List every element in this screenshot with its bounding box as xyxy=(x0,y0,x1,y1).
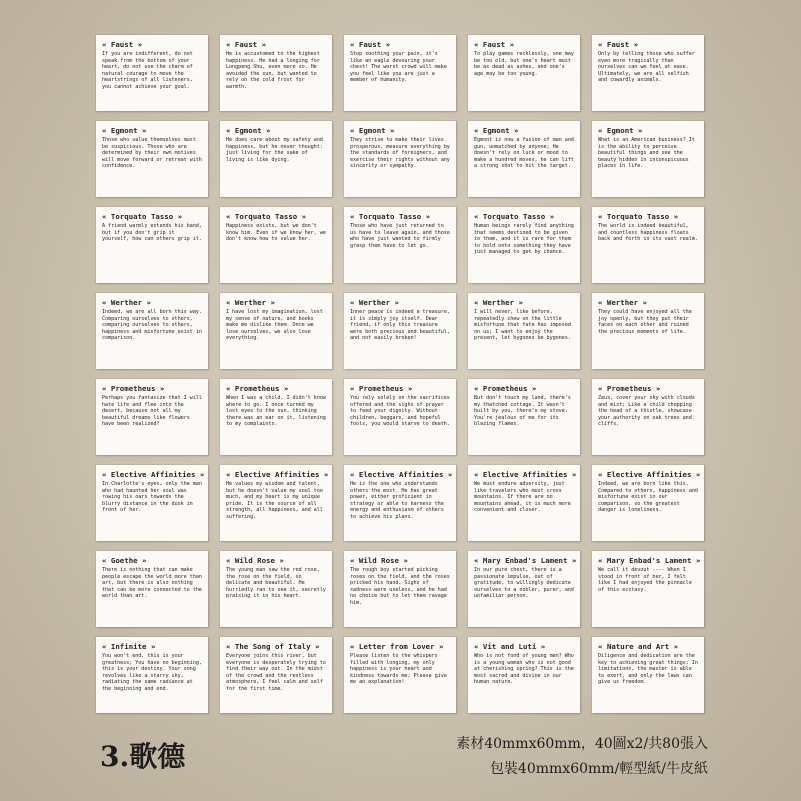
quote-card xyxy=(220,379,332,455)
quote-card xyxy=(468,551,580,627)
quote-source-title: « Egmont » xyxy=(474,126,519,135)
quote-source-title: « Elective Affinities » xyxy=(102,470,205,479)
quote-card xyxy=(220,551,332,627)
quote-card xyxy=(468,207,580,283)
quote-source-title: « Elective Affinities » xyxy=(598,470,701,479)
quote-text: We call it devout ---- When I stood in front of her, I felt like I had enjoyed the pinnacle of this ecstasy. xyxy=(598,567,692,593)
quote-source-title: « Werther » xyxy=(350,298,399,307)
quote-source-title: « Torquato Tasso » xyxy=(350,212,431,221)
quote-card xyxy=(592,35,704,111)
quote-text: Stop soothing your pain, it's like an eagle devouring your chest! The worst crowd will make you feel like you are just a member of humanity. xyxy=(350,51,447,84)
quote-text: Everyone joins this river, but everyone is desperately trying to find their way out. In the midst of the crowd and the restless atmosphere, I feel calm and self for the first time. xyxy=(226,653,326,692)
quote-card xyxy=(344,551,456,627)
quote-card xyxy=(96,551,208,627)
quote-text: The world is indeed beautiful, and countless happiness floats back and forth in its vast realm. xyxy=(598,223,698,243)
quote-text: Inner peace is indeed a treasure, it is simply joy itself. Dear friend, if only this treasure were both precious and beautiful, and not easily broken! xyxy=(350,309,450,342)
quote-source-title: « Letter from Lover » xyxy=(350,642,444,651)
quote-text: He is accustomed to the highest happiness. He had a longing for Longpeng Shu, even more so. He avoided the sun, but wanted to rely on the cold frost for warmth. xyxy=(226,51,320,90)
quote-text: Who is not fond of young men? Who is a young woman who is not good at cherishing spring? This is the most sacred and divine in our human nature. xyxy=(474,653,574,686)
quote-text: There is nothing that can make people escape the world more than art, but there is also nothing that can be more connected to the world than art. xyxy=(102,567,202,600)
quote-text: Those who value themselves must be suspicious. Those who are determined by their own motives will move forward or retreat with confidence. xyxy=(102,137,202,170)
quote-text: He values my wisdom and talent, but he doesn't value my soul too much, and my heart is my unique pride. It is the source of all strength, all happiness, and all suffering. xyxy=(226,481,323,520)
quote-card xyxy=(592,207,704,283)
quote-card xyxy=(344,35,456,111)
quote-card xyxy=(344,121,456,197)
quote-text: I will never, like before, repeatedly chew on the little misfortune that fate has imposed on us; I want to enjoy the present, let bygones be bygones. xyxy=(474,309,571,342)
quote-text: But don't touch my land, there's my thatched cottage. It wasn't built by you, there's my stove. You're jealous of me for its blazing flames. xyxy=(474,395,571,428)
quote-card xyxy=(344,379,456,455)
quote-source-title: « Egmont » xyxy=(226,126,271,135)
quote-source-title: « Egmont » xyxy=(598,126,643,135)
quote-source-title: « Faust » xyxy=(350,40,391,49)
quote-card xyxy=(344,637,456,713)
quote-text: If you are indifferent, do not speak from the bottom of your heart, do not use the charm of natural courage to move the heartstrings of all listeners, you cannot achieve your goal. xyxy=(102,51,193,90)
quote-source-title: « Infinite » xyxy=(102,642,156,651)
quote-source-title: « Elective Affinities » xyxy=(350,470,453,479)
quote-source-title: « Faust » xyxy=(598,40,639,49)
card-grid xyxy=(96,35,704,713)
quote-source-title: « Werther » xyxy=(226,298,275,307)
quote-source-title: « Faust » xyxy=(102,40,143,49)
quote-card xyxy=(468,379,580,455)
quote-card xyxy=(344,293,456,369)
quote-card xyxy=(96,121,208,197)
quote-text: Happiness exists, but we don't know him. Even if we know her, we don't know how to value her. xyxy=(226,223,326,243)
product-title: 3.歌德 xyxy=(100,740,186,773)
quote-text: Indeed, we are all born this way. Comparing ourselves to others, comparing ourselves to others, happiness and misfortune exist in comparison. xyxy=(102,309,202,342)
quote-source-title: « Torquato Tasso » xyxy=(226,212,307,221)
quote-card xyxy=(592,465,704,541)
quote-text: Egmont is now a fusion of man and gun, unmatched by anyone; He doesn't rely on luck or mood to make a hundred moves, he can lift a strong shot to hit the target. xyxy=(474,137,574,170)
quote-source-title: « Wild Rose » xyxy=(350,556,408,565)
quote-source-title: « Egmont » xyxy=(350,126,395,135)
quote-text: What is an American business? It is the ability to perceive beautiful things and see the beauty hidden in inconspicuous places in life. xyxy=(598,137,695,170)
quote-card xyxy=(220,121,332,197)
quote-card xyxy=(468,121,580,197)
quote-text: He does care about my safety and happiness, but he never thought: just living for the sake of living is like dying. xyxy=(226,137,323,163)
quote-text: To play games recklessly, one may be too old, but one's heart must be as dead as ashes, and one's age may be too young. xyxy=(474,51,574,77)
quote-text: Please listen to the whispers filled with longing, my only happiness is your heart and kindness towards me; Please give me an explanation! xyxy=(350,653,447,686)
quote-text: The rough boy started picking roses on the field, and the roses pricked his hand. Sighs of sadness were useless, and he had no choice but to let them ravage him. xyxy=(350,567,450,606)
quote-card xyxy=(220,293,332,369)
quote-source-title: « Prometheus » xyxy=(350,384,413,393)
quote-source-title: « Elective Affinities » xyxy=(474,470,577,479)
quote-card xyxy=(468,35,580,111)
quote-source-title: « Werther » xyxy=(474,298,523,307)
quote-card xyxy=(468,637,580,713)
quote-card xyxy=(96,207,208,283)
quote-text: Diligence and dedication are the key to achieving great things; In limitations, the master is able to exert, and only the laws can give us freedom. xyxy=(598,653,698,686)
quote-text: Zeus, cover your sky with clouds and mist; Like a child chopping the head of a thistle, showcase your authority on oak trees and cliffs. xyxy=(598,395,695,428)
quote-card xyxy=(96,379,208,455)
quote-card xyxy=(468,465,580,541)
quote-source-title: « Torquato Tasso » xyxy=(598,212,679,221)
quote-source-title: « Faust » xyxy=(226,40,267,49)
packaging-spec: 包裝40mmx60mm/輕型紙/牛皮紙 xyxy=(489,761,708,777)
quote-text: Human beings rarely find anything that seems destined to be given to them, and it is rare for them to hold onto something they have just managed to get by chance. xyxy=(474,223,574,256)
quote-source-title: « Egmont » xyxy=(102,126,147,135)
quote-card xyxy=(96,465,208,541)
quote-card xyxy=(220,637,332,713)
quote-card xyxy=(96,35,208,111)
quote-text: You rely solely on the sacrifices offered and the sighs of prayer to feed your dignity. Without children, beggars, and hopeful fools, you would starve to death. xyxy=(350,395,450,428)
quote-source-title: « Goethe » xyxy=(102,556,147,565)
quote-source-title: « Werther » xyxy=(102,298,151,307)
quote-source-title: « Prometheus » xyxy=(598,384,661,393)
quote-text: In Charlotte's eyes, only the man who had haunted her soul was rowing his oars towards the blurry distance in the dusk in front of her. xyxy=(102,481,202,514)
quote-card xyxy=(592,379,704,455)
quote-source-title: « Faust » xyxy=(474,40,515,49)
quote-text: They strive to make their lives prosperous, measure everything by the standards of foreigners, and exercise their rights without any sincerity or sympathy. xyxy=(350,137,450,170)
quote-text: A friend warmly extends his hand, but if you don't grip it yourself, how can others grip it. xyxy=(102,223,202,243)
quote-card xyxy=(592,121,704,197)
quote-source-title: « Prometheus » xyxy=(102,384,165,393)
quote-text: In our pure chest, there is a passionate impulse, out of gratitude, to willingly dedicate ourselves to a nobler, purer, and unfamiliar person. xyxy=(474,567,574,600)
quote-card xyxy=(592,551,704,627)
quote-source-title: « Elective Affinities » xyxy=(226,470,329,479)
quote-card xyxy=(96,293,208,369)
quote-source-title: « Werther » xyxy=(598,298,647,307)
quote-text: When I was a child, I didn't know where to go. I once turned my lost eyes to the sun, thinking there was an ear on it, listening to my complaints. xyxy=(226,395,326,428)
quote-text: I have lost my imagination, lost my sense of nature, and books make me dislike them. Once we lose ourselves, we also lose everything. xyxy=(226,309,323,342)
quote-text: You won't end, this is your greatness; You have no beginning, this is your destiny. Your song revolves like a starry sky, radiating the same radiance at the beginning and end. xyxy=(102,653,202,692)
quote-source-title: « Prometheus » xyxy=(474,384,537,393)
quote-text: We must endure adversity, just like travelers who must cross mountains. If there are no mountains ahead, it is much more convenient and closer. xyxy=(474,481,571,514)
quote-card xyxy=(220,465,332,541)
quote-card xyxy=(468,293,580,369)
quote-text: They could have enjoyed all the joy openly, but they put their faces on each other and ruined the precious moments of life. xyxy=(598,309,692,335)
quote-card xyxy=(344,207,456,283)
quote-source-title: « Nature and Art » xyxy=(598,642,679,651)
quote-source-title: « Mary Enbad's Lament » xyxy=(474,556,577,565)
quote-card xyxy=(220,207,332,283)
quote-card xyxy=(96,637,208,713)
quote-card xyxy=(592,637,704,713)
quote-text: He is the one who understands others the most. He has great power, either proficient in strategy or able to harness the energy and enthusiasm of others to achieve his plans. xyxy=(350,481,444,520)
quote-card xyxy=(220,35,332,111)
quote-source-title: « Torquato Tasso » xyxy=(474,212,555,221)
quote-source-title: « The Song of Italy » xyxy=(226,642,320,651)
quote-text: Only by telling those who suffer even more tragically than ourselves can we feel at ease. Ultimately, we are all selfish and cowardly animals. xyxy=(598,51,695,84)
quote-card xyxy=(344,465,456,541)
quote-text: Those who have just returned to us have to leave again, and those who have just wanted to firmly grasp them have to let go. xyxy=(350,223,450,249)
material-spec: 素材40mmx60mm，40圖x2/共80張入 xyxy=(456,736,708,752)
quote-source-title: « Wild Rose » xyxy=(226,556,284,565)
quote-text: The young man saw the red rose, the rose on the field, so delicate and beautiful. He hurriedly ran to see it, secretly praising it in his heart. xyxy=(226,567,326,600)
quote-text: Perhaps you fantasize that I will hate life and flee into the desert, because not all my beautiful dreams like flowers have been realized? xyxy=(102,395,202,428)
quote-source-title: « Prometheus » xyxy=(226,384,289,393)
quote-source-title: « Vit and Luti » xyxy=(474,642,546,651)
quote-source-title: « Mary Enbad's Lament » xyxy=(598,556,701,565)
quote-text: Indeed, we are born like this. Compared to others, happiness and misfortune exist in our comparison, so the greatest danger is loneliness. xyxy=(598,481,698,514)
quote-source-title: « Torquato Tasso » xyxy=(102,212,183,221)
quote-card xyxy=(592,293,704,369)
